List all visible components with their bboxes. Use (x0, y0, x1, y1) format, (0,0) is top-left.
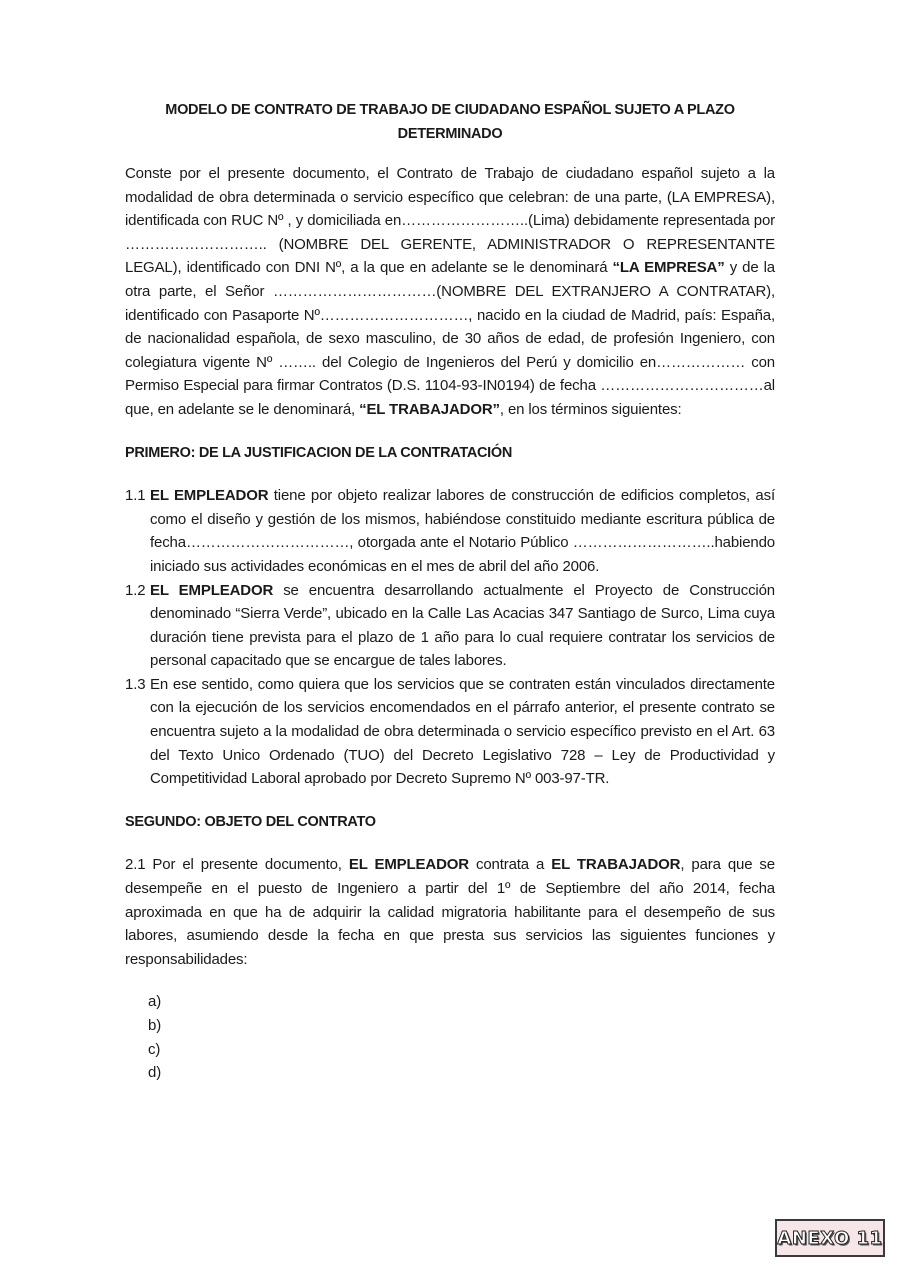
el-empleador-term: EL EMPLEADOR (348, 856, 469, 874)
clause-1-2 (125, 579, 775, 673)
intro-paragraph (125, 162, 775, 422)
title-line-1: MODELO DE CONTRATO DE TRABAJO DE CIUDADANO ESPAÑOL SUJETO A PLAZO (165, 102, 735, 118)
list-item: d) (148, 1064, 162, 1082)
responsibilities-list (125, 990, 775, 1084)
section-1-list (125, 484, 775, 791)
clause-bold-term: EL EMPLEADOR (150, 581, 274, 599)
clause-text: En ese sentido, como quiera que los servicios que se contraten están vinculados directamente con la ejecución de los servicios encomendados en el párrafo anterior, el presente contrato se encuentra sujeto a la modalidad de obra determinada o servicio específico previsto en el Art. 63 del Texto Unico Ordenado (TUO) del Decreto Legislativo 728 – Ley de Productividad y Competitividad Laboral aprobado por Decreto Supremo Nº 003-97-TR. (150, 675, 775, 788)
clause-number: 1.1 (125, 487, 146, 505)
annex-stamp (775, 1219, 885, 1257)
la-empresa-term: “LA EMPRESA” (612, 259, 725, 277)
clause-1-1 (125, 484, 775, 578)
clause-bold-term: EL EMPLEADOR (150, 487, 269, 505)
title-line-2: DETERMINADO (397, 126, 503, 142)
el-trabajador-term: “EL TRABAJADOR” (359, 400, 500, 418)
intro-text-2: y de la otra parte, el Señor ……………………………(NOMBRE DEL EXTRANJERO A CONTRATAR), identificado con Pasaporte Nº…………………………, nacido en la ciudad de Madrid, país: España, de nacionalidad española, de sexo masculino, de 30 años de edad, de profesión Ingeniero, con colegiatura vigente Nº …….. del Colegio de Ingenieros del Perú y domicilio en……………… con Permiso Especial para firmar Contratos (D.S. 1104-93-IN0194) de fecha ……………………………al que, en adelante se le denominará, (125, 259, 775, 418)
el-trabajador-term: EL TRABAJADOR (551, 856, 681, 874)
clause-text-3: , para que se desempeñe en el puesto de Ingeniero a partir del 1º de Septiembre del año 2014, fecha aproximada en que ha de adquirir la calidad migratoria habilitante para el desempeño de sus labores, asumiendo desde la fecha en que presta sus servicios las siguientes funciones y responsabilidades: (125, 856, 775, 968)
clause-number: 1.2 (125, 581, 146, 599)
clause-text-2: contrata a (468, 856, 552, 874)
clause-text: se encuentra desarrollando actualmente el Proyecto de Construcción denominado “Sierra Verde”, ubicado en la Calle Las Acacias 347 Santiago de Surco, Lima cuya duración tiene prevista para el plazo de 1 año para lo cual requiere contratar los servicios de personal capacitado que se encargue de tales labores. (150, 581, 775, 670)
list-item: c) (148, 1040, 161, 1058)
intro-text-3: , en los términos siguientes: (499, 400, 682, 418)
section-2-heading: SEGUNDO: OBJETO DEL CONTRATO (125, 813, 376, 830)
document-page (125, 98, 775, 1085)
section-1-heading: PRIMERO: DE LA JUSTIFICACION DE LA CONTRATACIÓN (125, 444, 513, 461)
annex-label: ANEXO 11 (777, 1227, 883, 1249)
list-item: a) (148, 993, 162, 1011)
clause-text: tiene por objeto realizar labores de construcción de edificios completos, así como el diseño y gestión de los mismos, habiéndose constituido mediante escritura pública de fecha……………………………, otorgada ante el Notario Público ………………………..habiendo iniciado sus actividades económicas en el mes de abril del año 2006. (150, 487, 775, 575)
document-title (125, 98, 775, 146)
intro-text-1: Conste por el presente documento, el Contrato de Trabajo de ciudadano español sujeto a la modalidad de obra determinada o servicio específico que celebran: de una parte, (LA EMPRESA), identificada con RUC Nº , y domiciliada en……………………..(Lima) debidamente representada por ……………………….. (NOMBRE DEL GERENTE, ADMINISTRADOR O REPRESENTANTE LEGAL), identificado con DNI Nº, a la que en adelante se le denominará (125, 165, 775, 277)
clause-number: 1.3 (125, 675, 146, 693)
clause-text-1: 2.1 Por el presente documento, (125, 856, 349, 874)
clause-2-1 (125, 853, 775, 971)
clause-1-3 (125, 673, 775, 791)
list-item: b) (148, 1017, 162, 1034)
